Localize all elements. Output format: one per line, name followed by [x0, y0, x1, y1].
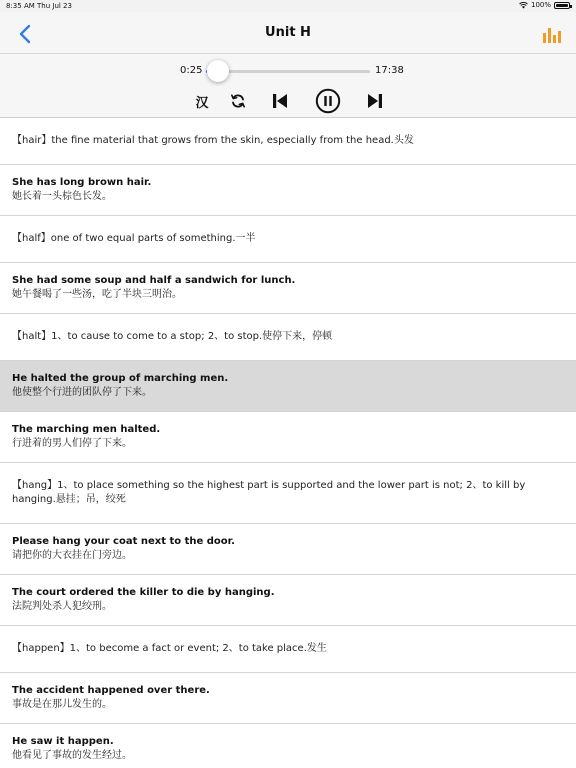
example-row[interactable]	[0, 361, 576, 412]
example-english: He saw it happen.	[12, 736, 114, 747]
example-chinese: 法院判处杀人犯绞刑。	[12, 601, 112, 612]
pause-button[interactable]	[315, 88, 341, 114]
navigation-bar	[0, 12, 576, 54]
definition-text: 【halt】1、to cause to come to a stop; 2、to stop.使停下来，停顿	[12, 331, 333, 342]
example-english: Please hang your coat next to the door.	[12, 536, 235, 547]
example-row[interactable]	[0, 575, 576, 626]
skip-previous-icon	[271, 92, 289, 110]
bar-chart-icon[interactable]	[542, 24, 562, 44]
definition-row[interactable]	[0, 118, 576, 165]
definition-row[interactable]	[0, 626, 576, 673]
example-row[interactable]	[0, 524, 576, 575]
definition-row[interactable]	[0, 314, 576, 361]
progress-slider-thumb[interactable]	[207, 60, 229, 82]
example-chinese: 她长着一头棕色长发。	[12, 191, 112, 202]
example-english: The marching men halted.	[12, 424, 161, 435]
wifi-icon	[519, 2, 528, 9]
language-toggle-button[interactable]: 汉	[195, 95, 209, 111]
definition-row[interactable]	[0, 463, 576, 524]
example-chinese: 他使整个行进的团队停了下来。	[12, 387, 152, 398]
example-english: The accident happened over there.	[12, 685, 210, 696]
page-title: Unit H	[265, 25, 311, 40]
example-chinese: 事故是在那儿发生的。	[12, 699, 112, 710]
battery-icon	[554, 2, 570, 9]
example-row[interactable]	[0, 412, 576, 463]
next-button[interactable]	[365, 90, 385, 112]
definition-text: 【happen】1、to become a fact or event; 2、to take place.发生	[12, 643, 327, 654]
progress-slider-track[interactable]	[206, 70, 370, 73]
status-time: 8:35 AM	[6, 2, 35, 10]
total-time: 17:38	[375, 65, 404, 76]
definition-row[interactable]	[0, 216, 576, 263]
repeat-button[interactable]	[229, 90, 247, 112]
status-right	[519, 1, 570, 9]
battery-percent: 100%	[530, 1, 551, 9]
example-chinese: 她午餐喝了一些汤，吃了半块三明治。	[12, 289, 182, 300]
pause-circle-icon	[315, 88, 341, 114]
word-list	[0, 118, 576, 768]
example-english: She had some soup and half a sandwich for lunch.	[12, 275, 296, 286]
repeat-icon	[230, 93, 246, 109]
definition-text: 【half】one of two equal parts of something.一半	[12, 233, 256, 244]
definition-text: 【hair】the fine material that grows from the skin, especially from the head.头发	[12, 135, 414, 146]
example-english: The court ordered the killer to die by hanging.	[12, 587, 275, 598]
previous-button[interactable]	[270, 90, 290, 112]
skip-next-icon	[366, 92, 384, 110]
example-row[interactable]	[0, 263, 576, 314]
definition-text: 【hang】1、to place something so the highest part is supported and the lower part is not; 2、to kill by hanging.悬挂；吊，绞死	[12, 480, 526, 505]
example-row[interactable]	[0, 165, 576, 216]
example-english: She has long brown hair.	[12, 177, 152, 188]
audio-player	[0, 54, 576, 118]
status-date: Thu Jul 23	[37, 2, 72, 10]
status-bar	[0, 0, 576, 12]
current-time: 0:25	[180, 65, 203, 76]
example-chinese: 他看见了事故的发生经过。	[12, 750, 132, 761]
example-english: He halted the group of marching men.	[12, 373, 229, 384]
example-row[interactable]	[0, 673, 576, 724]
example-chinese: 行进着的男人们停了下来。	[12, 438, 132, 449]
example-chinese: 请把你的大衣挂在门旁边。	[12, 550, 132, 561]
example-row[interactable]	[0, 724, 576, 768]
